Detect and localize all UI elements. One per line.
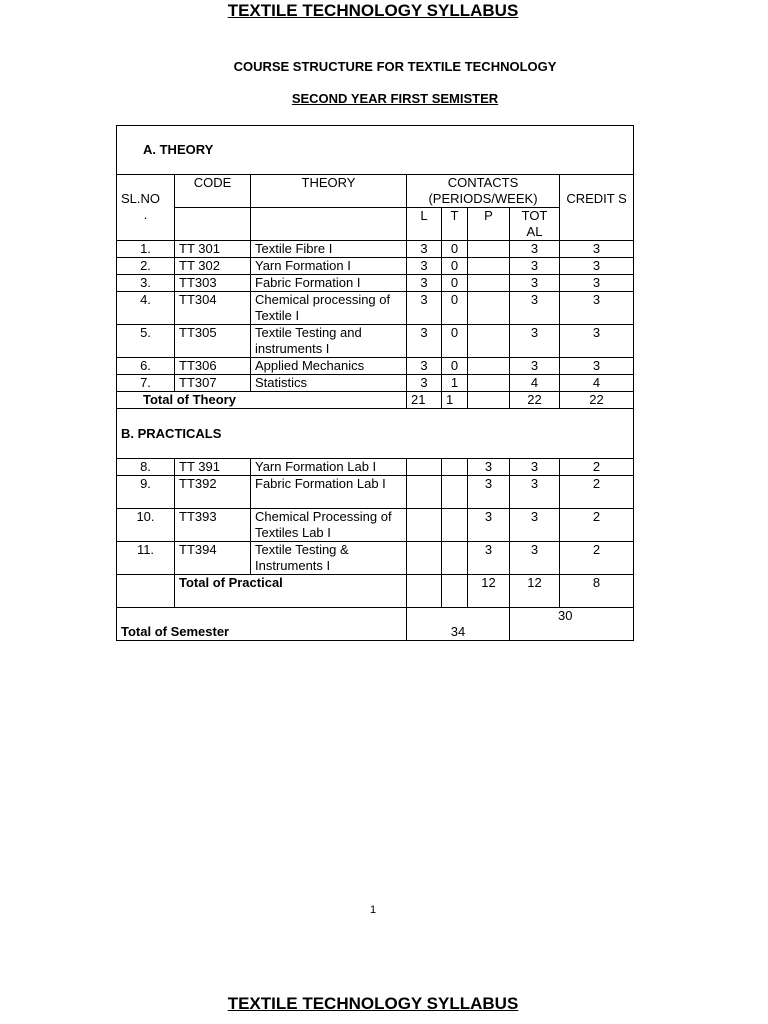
credits: 3: [560, 292, 634, 325]
practical-row: [117, 459, 634, 476]
course-code: TT304: [175, 292, 251, 325]
header-row-2: [117, 208, 634, 241]
tutorial-periods: 0: [442, 275, 468, 292]
course-code: TT 301: [175, 241, 251, 258]
sl-no: 3.: [117, 275, 175, 292]
total-periods: 3: [510, 542, 560, 575]
total-periods: 3: [510, 275, 560, 292]
course-code: TT394: [175, 542, 251, 575]
total-periods: 3: [510, 476, 560, 509]
practical-row: [117, 476, 634, 509]
tutorial-periods: 0: [442, 292, 468, 325]
sl-no: 8.: [117, 459, 175, 476]
code-header-blank: [175, 208, 251, 241]
credits: 3: [560, 358, 634, 375]
total-theory-total: 22: [510, 392, 560, 409]
course-name: Fabric Formation I: [251, 275, 407, 292]
lecture-periods: 3: [407, 358, 442, 375]
course-name: Textile Testing and instruments I: [251, 325, 407, 358]
practical-periods: 3: [468, 476, 510, 509]
total-practical-label: Total of Practical: [175, 575, 407, 608]
total-periods: 3: [510, 459, 560, 476]
course-name: Fabric Formation Lab I: [251, 476, 407, 509]
sl-no: 11.: [117, 542, 175, 575]
practical-periods: [468, 241, 510, 258]
theory-row: [117, 275, 634, 292]
total-theory-label: Total of Theory: [117, 392, 407, 409]
total-periods: 3: [510, 292, 560, 325]
total-theory-p: [468, 392, 510, 409]
lecture-periods: 3: [407, 241, 442, 258]
code-header: CODE: [175, 175, 251, 208]
practical-periods: [468, 275, 510, 292]
t-header: T: [442, 208, 468, 241]
course-name: Chemical Processing of Textiles Lab I: [251, 509, 407, 542]
course-code: TT392: [175, 476, 251, 509]
practical-periods: [468, 358, 510, 375]
credits: 4: [560, 375, 634, 392]
sl-no: 10.: [117, 509, 175, 542]
practical-periods: [468, 292, 510, 325]
practical-periods: [468, 258, 510, 275]
course-code: TT 391: [175, 459, 251, 476]
total-theory-row: [117, 392, 634, 409]
credits: 3: [560, 325, 634, 358]
lecture-periods: [407, 542, 442, 575]
total-practical-l: [407, 575, 442, 608]
total-semester-contacts: 34: [407, 608, 510, 641]
lecture-periods: [407, 459, 442, 476]
header-row-1: [117, 175, 634, 208]
theory-row: [117, 258, 634, 275]
course-name: Textile Testing & Instruments I: [251, 542, 407, 575]
tutorial-periods: [442, 509, 468, 542]
practical-row: [117, 542, 634, 575]
credits: 2: [560, 542, 634, 575]
total-practical-credits: 8: [560, 575, 634, 608]
course-structure-heading: COURSE STRUCTURE FOR TEXTILE TECHNOLOGY: [233, 59, 557, 74]
credits-header: CREDIT S: [560, 175, 634, 241]
total-periods: 3: [510, 258, 560, 275]
theory-row: [117, 375, 634, 392]
total-practical-blank: [117, 575, 175, 608]
course-name: Statistics: [251, 375, 407, 392]
theory-section-label: A. THEORY: [117, 126, 634, 175]
theory-row: [117, 325, 634, 358]
lecture-periods: 3: [407, 292, 442, 325]
lecture-periods: 3: [407, 258, 442, 275]
semester-heading: SECOND YEAR FIRST SEMISTER: [291, 91, 499, 106]
tutorial-periods: 0: [442, 325, 468, 358]
credits: 3: [560, 241, 634, 258]
course-code: TT393: [175, 509, 251, 542]
practicals-section-label: B. PRACTICALS: [117, 409, 634, 459]
sl-no: 2.: [117, 258, 175, 275]
practical-periods: 3: [468, 459, 510, 476]
course-name: Applied Mechanics: [251, 358, 407, 375]
course-name: Yarn Formation I: [251, 258, 407, 275]
sl-no: 9.: [117, 476, 175, 509]
theory-row: [117, 241, 634, 258]
credits: 3: [560, 275, 634, 292]
p-header: P: [468, 208, 510, 241]
credits: 2: [560, 476, 634, 509]
total-practical-p: 12: [468, 575, 510, 608]
sl-no: 4.: [117, 292, 175, 325]
total-theory-credits: 22: [560, 392, 634, 409]
credits: 3: [560, 258, 634, 275]
total-header: TOT AL: [510, 208, 560, 241]
next-page-title: TEXTILE TECHNOLOGY SYLLABUS: [227, 994, 519, 1013]
total-periods: 3: [510, 241, 560, 258]
lecture-periods: 3: [407, 375, 442, 392]
tutorial-periods: 0: [442, 358, 468, 375]
slno-header-dot: .: [143, 207, 148, 222]
total-theory-t: 1: [442, 392, 468, 409]
document-title: TEXTILE TECHNOLOGY SYLLABUS: [227, 1, 519, 20]
credits: 2: [560, 509, 634, 542]
total-periods: 3: [510, 509, 560, 542]
practicals-section-row: [117, 409, 634, 459]
credits: 2: [560, 459, 634, 476]
course-name: Textile Fibre I: [251, 241, 407, 258]
total-periods: 3: [510, 325, 560, 358]
total-semester-label: Total of Semester: [117, 608, 407, 641]
practical-periods: [468, 325, 510, 358]
sl-no: 1.: [117, 241, 175, 258]
tutorial-periods: [442, 542, 468, 575]
total-practical-total: 12: [510, 575, 560, 608]
course-code: TT 302: [175, 258, 251, 275]
total-semester-row: [117, 608, 634, 641]
course-code: TT307: [175, 375, 251, 392]
tutorial-periods: 0: [442, 258, 468, 275]
tutorial-periods: 1: [442, 375, 468, 392]
slno-header: [117, 175, 175, 241]
lecture-periods: [407, 476, 442, 509]
total-semester-credits: 30: [510, 608, 634, 641]
sl-no: 7.: [117, 375, 175, 392]
lecture-periods: 3: [407, 275, 442, 292]
lecture-periods: 3: [407, 325, 442, 358]
sl-no: 5.: [117, 325, 175, 358]
slno-header-text: SL.NO: [121, 191, 161, 206]
practical-periods: [468, 375, 510, 392]
l-header: L: [407, 208, 442, 241]
total-theory-l: 21: [407, 392, 442, 409]
theory-header: THEORY: [251, 175, 407, 208]
total-periods: 3: [510, 358, 560, 375]
theory-section-row: [117, 126, 634, 175]
tutorial-periods: 0: [442, 241, 468, 258]
practical-periods: 3: [468, 509, 510, 542]
theory-header-blank: [251, 208, 407, 241]
contacts-header: CONTACTS (PERIODS/WEEK): [407, 175, 560, 208]
total-practical-t: [442, 575, 468, 608]
course-code: TT305: [175, 325, 251, 358]
practical-row: [117, 509, 634, 542]
sl-no: 6.: [117, 358, 175, 375]
course-code: TT306: [175, 358, 251, 375]
lecture-periods: [407, 509, 442, 542]
total-practical-row: [117, 575, 634, 608]
practical-periods: 3: [468, 542, 510, 575]
course-code: TT303: [175, 275, 251, 292]
page-number: 1: [369, 904, 377, 916]
total-periods: 4: [510, 375, 560, 392]
syllabus-table: [116, 125, 634, 641]
tutorial-periods: [442, 476, 468, 509]
tutorial-periods: [442, 459, 468, 476]
course-name: Yarn Formation Lab I: [251, 459, 407, 476]
theory-row: [117, 358, 634, 375]
theory-row: [117, 292, 634, 325]
course-name: Chemical processing of Textile I: [251, 292, 407, 325]
